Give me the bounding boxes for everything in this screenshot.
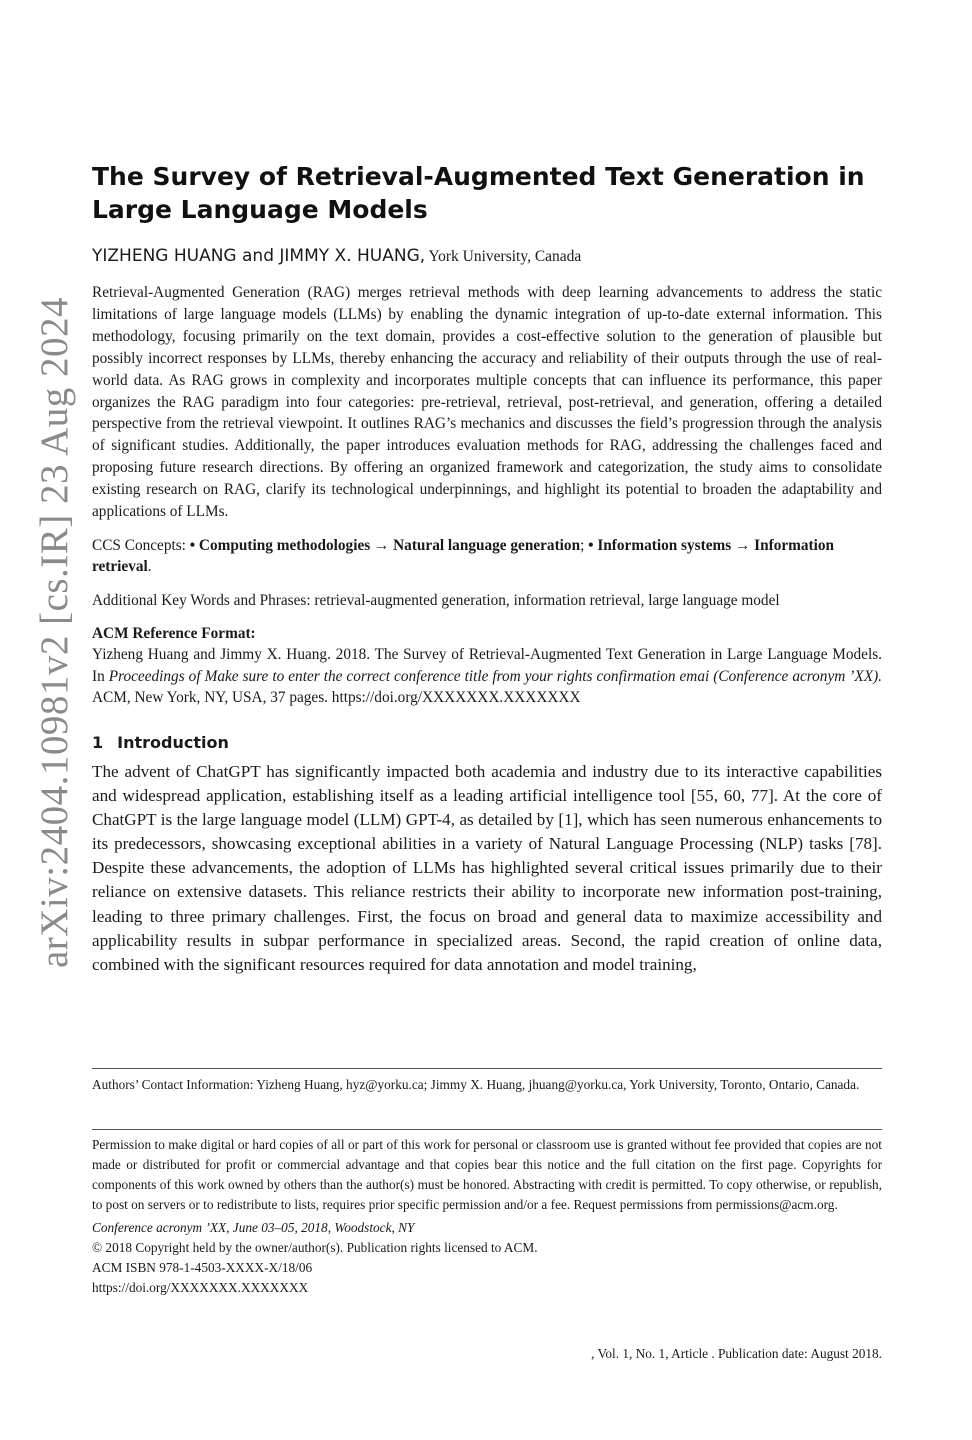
permission-notice: Permission to make digital or hard copies of all or part of this work for personal or classroom use is granted without fee provided that copies are not made or distributed for profit or commercial advantage and that copies bear this notice and the full citation on the first page. Copyrights for components of this work owned by others than the author(s) must be honored. Abstracting with credit is permitted. To copy otherwise, or republish, to post on servers or to redistribute to lists, requires prior specific permission and/or a fee. Request permissions from permissions@acm.org. bbox=[92, 1137, 882, 1212]
ccs-end: . bbox=[147, 558, 152, 576]
footnote-rule bbox=[92, 1068, 882, 1069]
author-names: YIZHENG HUANG and JIMMY X. HUANG, bbox=[92, 246, 426, 266]
ccs-separator: ; bbox=[580, 536, 589, 554]
ccs-concepts bbox=[92, 535, 882, 578]
ccs-label: CCS Concepts: bbox=[92, 536, 190, 554]
doi-line: https://doi.org/XXXXXXX.XXXXXXX bbox=[92, 1280, 309, 1295]
acm-reference bbox=[92, 644, 882, 709]
arxiv-id: arXiv:2404.10981v2 [cs.IR] 23 Aug 2024 bbox=[33, 296, 77, 968]
conference-info: Conference acronym ’XX, June 03–05, 2018, Woodstock, NY bbox=[92, 1220, 415, 1235]
permission-rule bbox=[92, 1129, 882, 1130]
acm-reference-tail: ACM, New York, NY, USA, 37 pages. https://doi.org/XXXXXXX.XXXXXXX bbox=[92, 689, 581, 707]
paper-body bbox=[92, 160, 882, 977]
section-heading bbox=[92, 733, 882, 752]
contact-footnote bbox=[92, 1068, 882, 1095]
ccs-concept-1: • Computing methodologies → Natural language generation bbox=[189, 536, 581, 554]
acm-reference-heading: ACM Reference Format: bbox=[92, 625, 256, 643]
keywords: Additional Key Words and Phrases: retrieval-augmented generation, information retrieval, large language model bbox=[92, 591, 780, 609]
isbn-line: ACM ISBN 978-1-4503-XXXX-X/18/06 bbox=[92, 1260, 313, 1275]
acm-reference-lead: Yizheng Huang and Jimmy X. Huang. 2018. The Survey of Retrieval-Augmented Text Generation in Large Language Models. In bbox=[92, 646, 882, 685]
intro-paragraph: The advent of ChatGPT has significantly impacted both academia and industry due to its interactive capabilities and widespread application, establishing itself as a leading artificial intelligence tool [55, 60, 77]. At the core of ChatGPT is the large language model (LLM) GPT-4, as detailed by [1], which has seen numerous enhancements to its predecessors, showcasing exceptional abilities in a variety of Natural Language Processing (NLP) tasks [78]. Despite these advancements, the adoption of LLMs has highlighted several critical issues primarily due to their reliance on extensive datasets. This reliance restricts their ability to incorporate new information post-training, leading to three primary challenges. First, the focus on broad and general data to maximize accessibility and applicability results in subpar performance in specialized areas. Second, the rapid creation of online data, combined with the significant resources required for data annotation and model training, bbox=[92, 761, 882, 974]
arxiv-watermark bbox=[33, 287, 77, 977]
copyright-line: © 2018 Copyright held by the owner/author(s). Publication rights licensed to ACM. bbox=[92, 1240, 538, 1255]
permission-block bbox=[92, 1129, 882, 1298]
acm-reference-venue: Proceedings of Make sure to enter the correct conference title from your rights confirmation emai (Conference acronym ’XX). bbox=[108, 667, 882, 685]
paper-title: The Survey of Retrieval-Augmented Text Generation in Large Language Models bbox=[92, 162, 865, 224]
page-footer: , Vol. 1, No. 1, Article . Publication date: August 2018. bbox=[591, 1346, 882, 1361]
contact-info: Authors’ Contact Information: Yizheng Huang, hyz@yorku.ca; Jimmy X. Huang, jhuang@yorku.ca, York University, Toronto, Ontario, Canada. bbox=[92, 1077, 860, 1092]
abstract: Retrieval-Augmented Generation (RAG) merges retrieval methods with deep learning advancements to address the static limitations of large language models (LLMs) by enabling the dynamic integration of up-to-date external information. This methodology, focusing primarily on the text domain, provides a cost-effective solution to the generation of plausible but possibly incorrect responses by LLMs, thereby enhancing the accuracy and reliability of their outputs through the use of real-world data. As RAG grows in complexity and incorporates multiple concepts that can influence its performance, this paper organizes the RAG paradigm into four categories: pre-retrieval, retrieval, post-retrieval, and generation, offering a detailed perspective from the retrieval viewpoint. It outlines RAG’s mechanics and discusses the field’s progression through the analysis of significant studies. Additionally, the paper introduces evaluation methods for RAG, addressing the challenges faced and proposing future research directions. By offering an organized framework and categorization, the study aims to consolidate existing research on RAG, clarify its technological underpinnings, and highlight its potential to broaden the adaptability and applications of LLMs. bbox=[92, 284, 882, 521]
section-number: 1 bbox=[92, 732, 104, 752]
section-title: Introduction bbox=[117, 732, 229, 752]
ccs-concept-2: • Information systems → Information retrieval bbox=[92, 536, 835, 576]
author-line bbox=[92, 246, 882, 266]
author-affiliation: York University, Canada bbox=[428, 248, 582, 265]
